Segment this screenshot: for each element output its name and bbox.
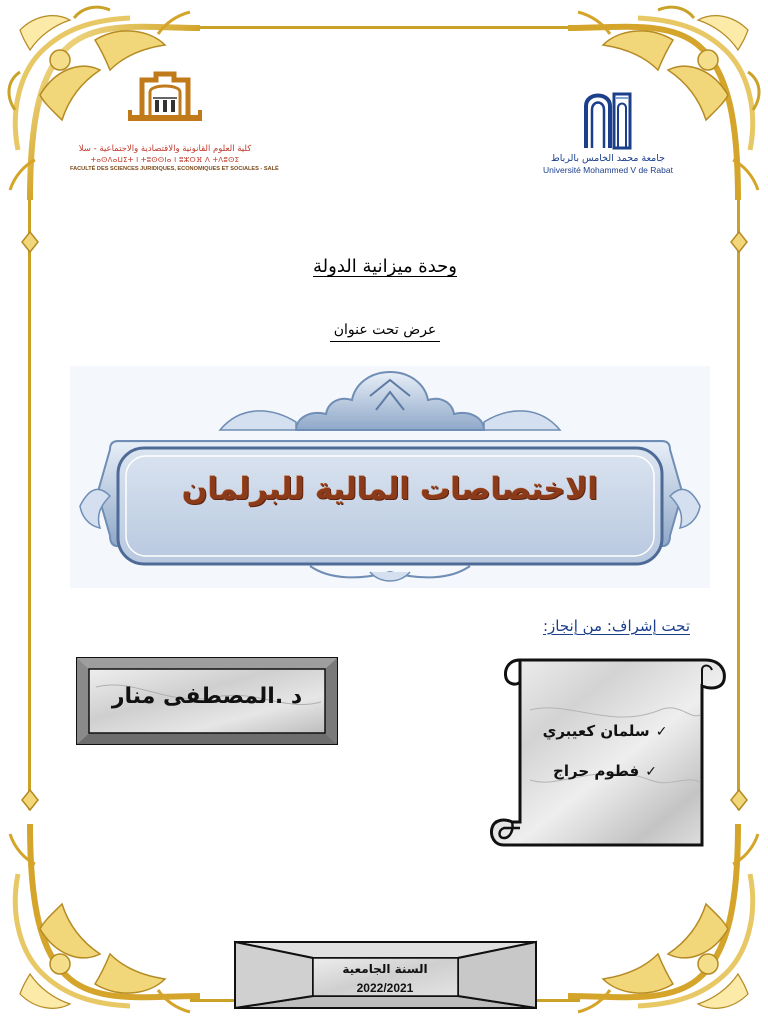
supervision-label: تحت إشراف: من إنجاز:	[542, 617, 690, 635]
frame-side-ornament-icon	[727, 788, 751, 812]
frame-side-ornament-icon	[18, 230, 42, 254]
student-name: فطوم حراج	[553, 762, 640, 780]
faculty-tifinagh-name: ⵜⴰⵙⴷⴰⵡⵉⵜ ⵏ ⵜⵓⵙⵙⵏⴰ ⵏ ⵓⵣⵔⴼ ⴷ ⵜⴷⵓⵙⵉ	[90, 156, 240, 164]
frame-left-border	[28, 190, 31, 810]
student-item	[520, 722, 690, 740]
main-title: الاختصاصات المالية للبرلمان	[182, 472, 598, 507]
frame-side-ornament-icon	[727, 230, 751, 254]
university-logo	[538, 88, 678, 198]
students-scroll	[490, 650, 730, 852]
university-french-name: Université Mohammed V de Rabat	[543, 165, 673, 175]
student-name: سلمان كعيبري	[542, 722, 650, 740]
student-item	[520, 762, 690, 780]
checkmark-icon: ✓	[655, 724, 668, 740]
checkmark-icon: ✓	[645, 764, 657, 780]
frame-right-border	[737, 190, 740, 810]
frame-corner-ornament-bottom-left	[0, 814, 210, 1024]
university-arabic-name: جامعة محمد الخامس بالرباط	[550, 153, 666, 164]
presentation-label: عرض تحت عنوان	[300, 322, 470, 338]
academic-year-label: السنة الجامعية	[342, 962, 428, 976]
faculty-logo	[70, 70, 279, 200]
faculty-french-name: FACULTÉ DES SCIENCES JURIDIQUES, ECONOMIQUES ET SOCIALES - SALÉ	[70, 166, 279, 172]
university-arch-emblem-icon	[580, 88, 636, 150]
faculty-gate-emblem-icon	[120, 70, 210, 140]
frame-side-ornament-icon	[18, 788, 42, 812]
academic-year-value: 2022/2021	[356, 981, 414, 995]
faculty-arabic-name: كلية العلوم القانونية والاقتصادية والاجتماعية - سلا	[78, 144, 252, 154]
supervisor-name: د .المصطفى منار	[111, 684, 303, 709]
frame-top-border	[190, 26, 580, 29]
module-title: وحدة ميزانية الدولة	[313, 256, 457, 277]
